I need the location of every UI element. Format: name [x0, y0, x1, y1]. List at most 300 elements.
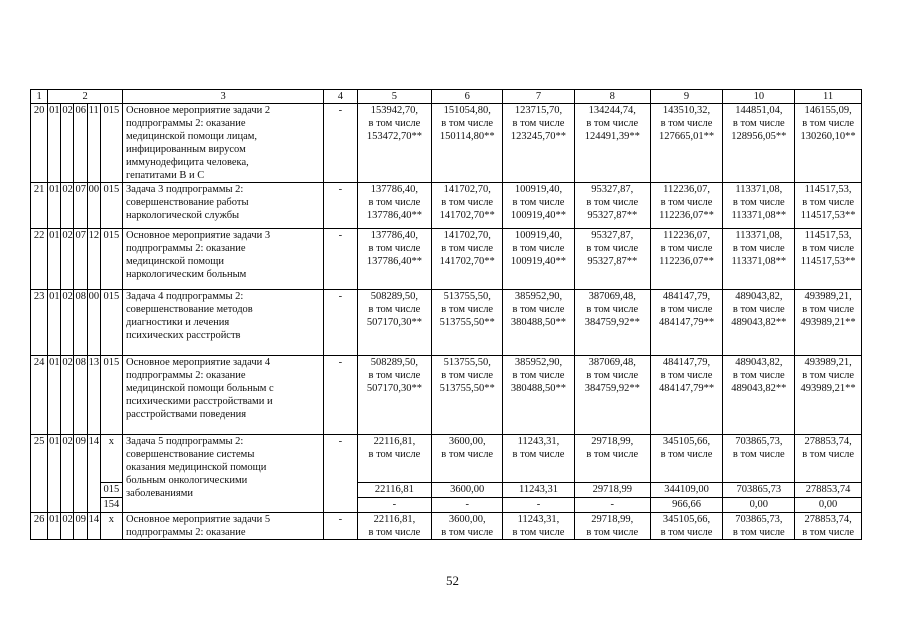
value-line: 123715,70,: [514, 105, 563, 116]
page-number: 52: [446, 573, 459, 588]
value-line: в том числе: [660, 118, 713, 129]
description-line: гепатитами В и С: [126, 170, 205, 181]
code-cell: 25: [31, 435, 48, 513]
description-line: подпрограммы 2: оказание: [126, 243, 246, 254]
value-line: 137786,40**: [366, 210, 422, 221]
value-line: 114517,53,: [804, 230, 852, 241]
description-cell: [123, 104, 324, 183]
value-line: 484147,79**: [658, 317, 715, 328]
value-line: в том числе: [441, 370, 494, 381]
value-cell: [432, 290, 503, 356]
value-line: 112236,07,: [663, 184, 710, 195]
value-line: в том числе: [368, 449, 421, 460]
value-line: 153942,70,: [370, 105, 419, 116]
value-line: 112236,07,: [663, 230, 710, 241]
value-cell: [574, 356, 650, 435]
value-cell: 11243,31: [503, 483, 575, 498]
code-cell: 07: [74, 183, 87, 229]
value-line: 150114,80**: [439, 131, 495, 142]
value-line: в том числе: [732, 370, 785, 381]
value-line: в том числе: [586, 370, 639, 381]
header-row: [31, 90, 862, 104]
value-line: в том числе: [732, 304, 785, 315]
value-cell: [650, 104, 723, 183]
value-line: 380488,50**: [510, 383, 567, 394]
table-row: [31, 513, 862, 540]
value-cell: [795, 435, 862, 483]
value-line: в том числе: [441, 527, 494, 538]
description-cell: [123, 290, 324, 356]
code-cell: 02: [61, 356, 74, 435]
value-cell: 966,66: [650, 498, 723, 513]
code-cell: 01: [48, 183, 61, 229]
description-line: Основное мероприятие задачи 5: [126, 514, 271, 525]
value-cell: [503, 290, 575, 356]
value-cell: [357, 290, 432, 356]
header-cell: 2: [48, 90, 123, 104]
value-line: 141702,70,: [443, 230, 491, 241]
code-cell: 14: [87, 513, 100, 540]
value-cell: [432, 356, 503, 435]
value-line: в том числе: [802, 118, 855, 129]
value-line: 137786,40,: [370, 230, 419, 241]
value-cell: [650, 290, 723, 356]
value-cell: 0,00: [795, 498, 862, 513]
code-cell: 02: [61, 290, 74, 356]
value-cell: [432, 183, 503, 229]
value-cell: [795, 290, 862, 356]
value-cell: [432, 229, 503, 290]
value-line: 123245,70**: [510, 131, 567, 142]
value-line: 513755,50,: [443, 291, 491, 302]
value-cell: 22116,81: [357, 483, 432, 498]
code-cell: 23: [31, 290, 48, 356]
value-cell: [723, 356, 795, 435]
value-cell: [574, 229, 650, 290]
value-line: 3600,00,: [448, 514, 486, 525]
code-cell: 00: [87, 290, 100, 356]
value-cell: 3600,00: [432, 483, 503, 498]
description-line: наркологическим больным: [126, 269, 247, 280]
description-line: Задача 3 подпрограммы 2:: [126, 184, 244, 195]
value-line: 385952,90,: [514, 291, 563, 302]
value-line: в том числе: [732, 527, 785, 538]
header-cell: 9: [650, 90, 723, 104]
value-cell: [650, 356, 723, 435]
value-line: в том числе: [802, 370, 855, 381]
code-cell: 12: [87, 229, 100, 290]
code-cell: x: [100, 435, 122, 483]
description-line: инфицированным вирусом: [126, 144, 246, 155]
value-cell: [574, 513, 650, 540]
value-line: 385952,90,: [514, 357, 563, 368]
code-cell: 01: [48, 229, 61, 290]
value-cell: [650, 513, 723, 540]
value-line: 11243,31,: [517, 436, 560, 447]
value-cell: [795, 104, 862, 183]
code-cell: 01: [48, 435, 61, 513]
value-line: 507170,30**: [366, 317, 422, 328]
value-cell: [795, 229, 862, 290]
header-cell: 3: [123, 90, 324, 104]
value-cell: [574, 104, 650, 183]
value-line: 484147,79**: [658, 383, 715, 394]
value-line: в том числе: [512, 370, 565, 381]
description-line: медицинской помощи: [126, 256, 224, 267]
value-line: в том числе: [732, 197, 785, 208]
value-line: 134244,74,: [588, 105, 636, 116]
value-cell: [503, 104, 575, 183]
value-line: в том числе: [441, 243, 494, 254]
value-cell: [574, 435, 650, 483]
description-cell: [123, 435, 324, 513]
value-cell: [503, 183, 575, 229]
dash-cell: -: [324, 183, 357, 229]
description-line: совершенствование системы: [126, 449, 255, 460]
value-line: 703865,73,: [735, 514, 783, 525]
code-cell: 015: [100, 229, 122, 290]
value-line: в том числе: [441, 118, 494, 129]
value-line: 508289,50,: [370, 291, 419, 302]
value-line: 489043,82,: [735, 291, 783, 302]
value-line: в том числе: [802, 197, 855, 208]
code-cell: 015: [100, 483, 122, 498]
value-line: в том числе: [660, 370, 713, 381]
value-cell: [357, 183, 432, 229]
value-cell: [650, 183, 723, 229]
value-cell: [503, 513, 575, 540]
code-cell: 00: [87, 183, 100, 229]
value-line: в том числе: [512, 527, 565, 538]
value-cell: [723, 104, 795, 183]
value-line: 507170,30**: [366, 383, 422, 394]
description-line: Основное мероприятие задачи 3: [126, 230, 271, 241]
header-cell: 6: [432, 90, 503, 104]
value-line: 113371,08,: [735, 230, 783, 241]
budget-table: [30, 89, 862, 540]
value-line: в том числе: [368, 197, 421, 208]
value-line: 95327,87**: [587, 210, 638, 221]
code-cell: 02: [61, 513, 74, 540]
value-line: 278853,74,: [804, 514, 852, 525]
value-line: 130260,10**: [800, 131, 856, 142]
value-line: в том числе: [512, 118, 565, 129]
value-cell: [650, 435, 723, 483]
code-cell: 01: [48, 356, 61, 435]
value-line: в том числе: [368, 304, 421, 315]
value-line: 153472,70**: [366, 131, 422, 142]
code-cell: x: [100, 513, 122, 540]
code-cell: 015: [100, 356, 122, 435]
description-line: заболеваниями: [126, 488, 193, 499]
value-line: 703865,73,: [735, 436, 783, 447]
value-cell: [503, 229, 575, 290]
table-row: [31, 435, 862, 483]
description-line: совершенствование работы: [126, 197, 249, 208]
dash-cell: -: [324, 290, 357, 356]
header-cell: 7: [503, 90, 575, 104]
value-line: 95327,87,: [591, 184, 634, 195]
value-line: 114517,53,: [804, 184, 852, 195]
description-cell: [123, 356, 324, 435]
value-line: 387069,48,: [588, 291, 636, 302]
value-line: в том числе: [368, 527, 421, 538]
value-cell: [723, 183, 795, 229]
description-line: подпрограммы 2: оказание: [126, 370, 246, 381]
value-cell: [795, 183, 862, 229]
value-line: 141702,70**: [439, 210, 495, 221]
value-line: в том числе: [732, 449, 785, 460]
code-cell: 20: [31, 104, 48, 183]
value-cell: [357, 513, 432, 540]
value-cell: -: [574, 498, 650, 513]
value-line: 127665,01**: [658, 131, 715, 142]
value-line: в том числе: [802, 243, 855, 254]
value-cell: -: [357, 498, 432, 513]
value-cell: -: [432, 498, 503, 513]
value-line: 100919,40,: [514, 230, 563, 241]
value-line: 489043,82**: [731, 383, 787, 394]
value-cell: [357, 356, 432, 435]
value-cell: [795, 513, 862, 540]
description-line: подпрограммы 2: оказание: [126, 118, 246, 129]
value-line: 100919,40**: [510, 256, 567, 267]
value-line: 128956,05**: [731, 131, 787, 142]
value-line: 513755,50,: [443, 357, 491, 368]
header-cell: 1: [31, 90, 48, 104]
value-line: 489043,82,: [735, 357, 783, 368]
value-line: в том числе: [586, 527, 639, 538]
code-cell: 08: [74, 290, 87, 356]
value-line: 489043,82**: [731, 317, 787, 328]
value-line: 151054,80,: [443, 105, 491, 116]
value-line: в том числе: [512, 449, 565, 460]
value-line: 114517,53**: [800, 256, 856, 267]
value-line: в том числе: [802, 527, 855, 538]
description-line: психических расстройств: [126, 330, 241, 341]
value-line: 141702,70,: [443, 184, 491, 195]
value-line: 493989,21,: [804, 291, 852, 302]
value-line: в том числе: [586, 243, 639, 254]
value-line: 278853,74,: [804, 436, 852, 447]
value-line: в том числе: [368, 243, 421, 254]
value-cell: 0,00: [723, 498, 795, 513]
code-cell: 02: [61, 435, 74, 513]
value-line: в том числе: [368, 118, 421, 129]
code-cell: 26: [31, 513, 48, 540]
value-line: в том числе: [512, 243, 565, 254]
value-line: 113371,08,: [735, 184, 783, 195]
code-cell: 14: [87, 435, 100, 513]
value-line: в том числе: [586, 449, 639, 460]
value-line: в том числе: [802, 449, 855, 460]
code-cell: 015: [100, 290, 122, 356]
header-cell: 5: [357, 90, 432, 104]
code-cell: 08: [74, 356, 87, 435]
value-line: 380488,50**: [510, 317, 567, 328]
code-cell: 02: [61, 229, 74, 290]
value-line: 29718,99,: [591, 514, 634, 525]
code-cell: 01: [48, 104, 61, 183]
value-cell: [357, 229, 432, 290]
value-line: в том числе: [660, 527, 713, 538]
value-line: 484147,79,: [662, 291, 711, 302]
table-row: [31, 290, 862, 356]
description-cell: [123, 229, 324, 290]
code-cell: 13: [87, 356, 100, 435]
code-cell: 02: [61, 183, 74, 229]
value-cell: [357, 435, 432, 483]
value-line: 143510,32,: [662, 105, 711, 116]
value-line: 513755,50**: [439, 383, 495, 394]
description-line: медицинской помощи лицам,: [126, 131, 258, 142]
header-cell: 4: [324, 90, 357, 104]
code-cell: 015: [100, 104, 122, 183]
description-line: Задача 4 подпрограммы 2:: [126, 291, 244, 302]
value-line: в том числе: [368, 370, 421, 381]
value-cell: [650, 229, 723, 290]
dash-cell: -: [324, 229, 357, 290]
code-cell: 24: [31, 356, 48, 435]
code-cell: 015: [100, 183, 122, 229]
value-line: 95327,87**: [587, 256, 638, 267]
value-line: 112236,07**: [659, 210, 714, 221]
header-cell: 8: [574, 90, 650, 104]
code-cell: 01: [48, 290, 61, 356]
value-line: в том числе: [512, 304, 565, 315]
description-line: Основное мероприятие задачи 4: [126, 357, 271, 368]
value-line: 345105,66,: [662, 436, 711, 447]
value-line: в том числе: [732, 243, 785, 254]
value-line: в том числе: [586, 197, 639, 208]
value-cell: 344109,00: [650, 483, 723, 498]
dash-cell: -: [324, 513, 357, 540]
description-line: больным онкологическими: [126, 475, 248, 486]
value-line: 144851,04,: [735, 105, 783, 116]
description-line: расстройствами поведения: [126, 409, 247, 420]
value-line: 113371,08**: [731, 256, 787, 267]
description-line: Основное мероприятие задачи 2: [126, 105, 271, 116]
code-cell: 154: [100, 498, 122, 513]
value-line: 493989,21,: [804, 357, 852, 368]
description-line: иммунодефицита человека,: [126, 157, 249, 168]
value-line: 100919,40**: [510, 210, 567, 221]
description-line: Задача 5 подпрограммы 2:: [126, 436, 244, 447]
value-line: 384759,92**: [584, 383, 640, 394]
value-line: в том числе: [660, 197, 713, 208]
value-line: 29718,99,: [591, 436, 634, 447]
code-cell: 11: [87, 104, 100, 183]
code-cell: 21: [31, 183, 48, 229]
value-line: в том числе: [660, 449, 713, 460]
code-cell: 09: [74, 513, 87, 540]
value-cell: [503, 356, 575, 435]
value-cell: [432, 435, 503, 483]
table-row: [31, 229, 862, 290]
value-cell: [432, 104, 503, 183]
table-row: [31, 356, 862, 435]
value-line: в том числе: [512, 197, 565, 208]
table-row: [31, 183, 862, 229]
value-cell: [723, 290, 795, 356]
value-cell: [723, 513, 795, 540]
value-line: 124491,39**: [584, 131, 640, 142]
value-line: 493989,21**: [800, 383, 856, 394]
dash-cell: -: [324, 435, 357, 513]
value-line: в том числе: [660, 243, 713, 254]
value-cell: [795, 356, 862, 435]
value-line: 137786,40,: [370, 184, 419, 195]
code-cell: 07: [74, 229, 87, 290]
value-line: 493989,21**: [800, 317, 856, 328]
value-line: в том числе: [441, 449, 494, 460]
description-cell: [123, 183, 324, 229]
value-cell: [357, 104, 432, 183]
value-line: 484147,79,: [662, 357, 711, 368]
description-line: диагностики и лечения: [126, 317, 230, 328]
value-cell: 703865,73: [723, 483, 795, 498]
value-line: 112236,07**: [659, 256, 714, 267]
value-line: в том числе: [441, 197, 494, 208]
value-cell: [432, 513, 503, 540]
description-line: оказания медицинской помощи: [126, 462, 267, 473]
value-line: 146155,09,: [804, 105, 852, 116]
value-cell: 278853,74: [795, 483, 862, 498]
code-cell: 22: [31, 229, 48, 290]
code-cell: 09: [74, 435, 87, 513]
header-cell: 11: [795, 90, 862, 104]
value-line: 95327,87,: [591, 230, 634, 241]
value-cell: [574, 183, 650, 229]
description-line: подпрограммы 2: оказание: [126, 527, 246, 538]
value-line: 22116,81,: [373, 436, 416, 447]
value-line: в том числе: [802, 304, 855, 315]
description-cell: [123, 513, 324, 540]
code-cell: 02: [61, 104, 74, 183]
value-line: 387069,48,: [588, 357, 636, 368]
value-line: в том числе: [586, 304, 639, 315]
value-line: 113371,08**: [731, 210, 787, 221]
value-cell: [574, 290, 650, 356]
value-line: в том числе: [660, 304, 713, 315]
value-cell: [723, 435, 795, 483]
value-line: 141702,70**: [439, 256, 495, 267]
header-cell: 10: [723, 90, 795, 104]
dash-cell: -: [324, 356, 357, 435]
description-line: психическими расстройствами и: [126, 396, 273, 407]
value-line: 100919,40,: [514, 184, 563, 195]
code-cell: 01: [48, 513, 61, 540]
value-cell: 29718,99: [574, 483, 650, 498]
value-line: в том числе: [441, 304, 494, 315]
table-row: [31, 104, 862, 183]
dash-cell: -: [324, 104, 357, 183]
value-line: в том числе: [732, 118, 785, 129]
value-cell: [723, 229, 795, 290]
value-line: в том числе: [586, 118, 639, 129]
value-line: 384759,92**: [584, 317, 640, 328]
value-line: 345105,66,: [662, 514, 711, 525]
value-line: 11243,31,: [517, 514, 560, 525]
value-line: 513755,50**: [439, 317, 495, 328]
value-line: 114517,53**: [800, 210, 856, 221]
description-line: наркологической службы: [126, 210, 240, 221]
description-line: медицинской помощи больным с: [126, 383, 274, 394]
value-line: 3600,00,: [448, 436, 486, 447]
value-line: 22116,81,: [373, 514, 416, 525]
value-line: 137786,40**: [366, 256, 422, 267]
code-cell: 06: [74, 104, 87, 183]
